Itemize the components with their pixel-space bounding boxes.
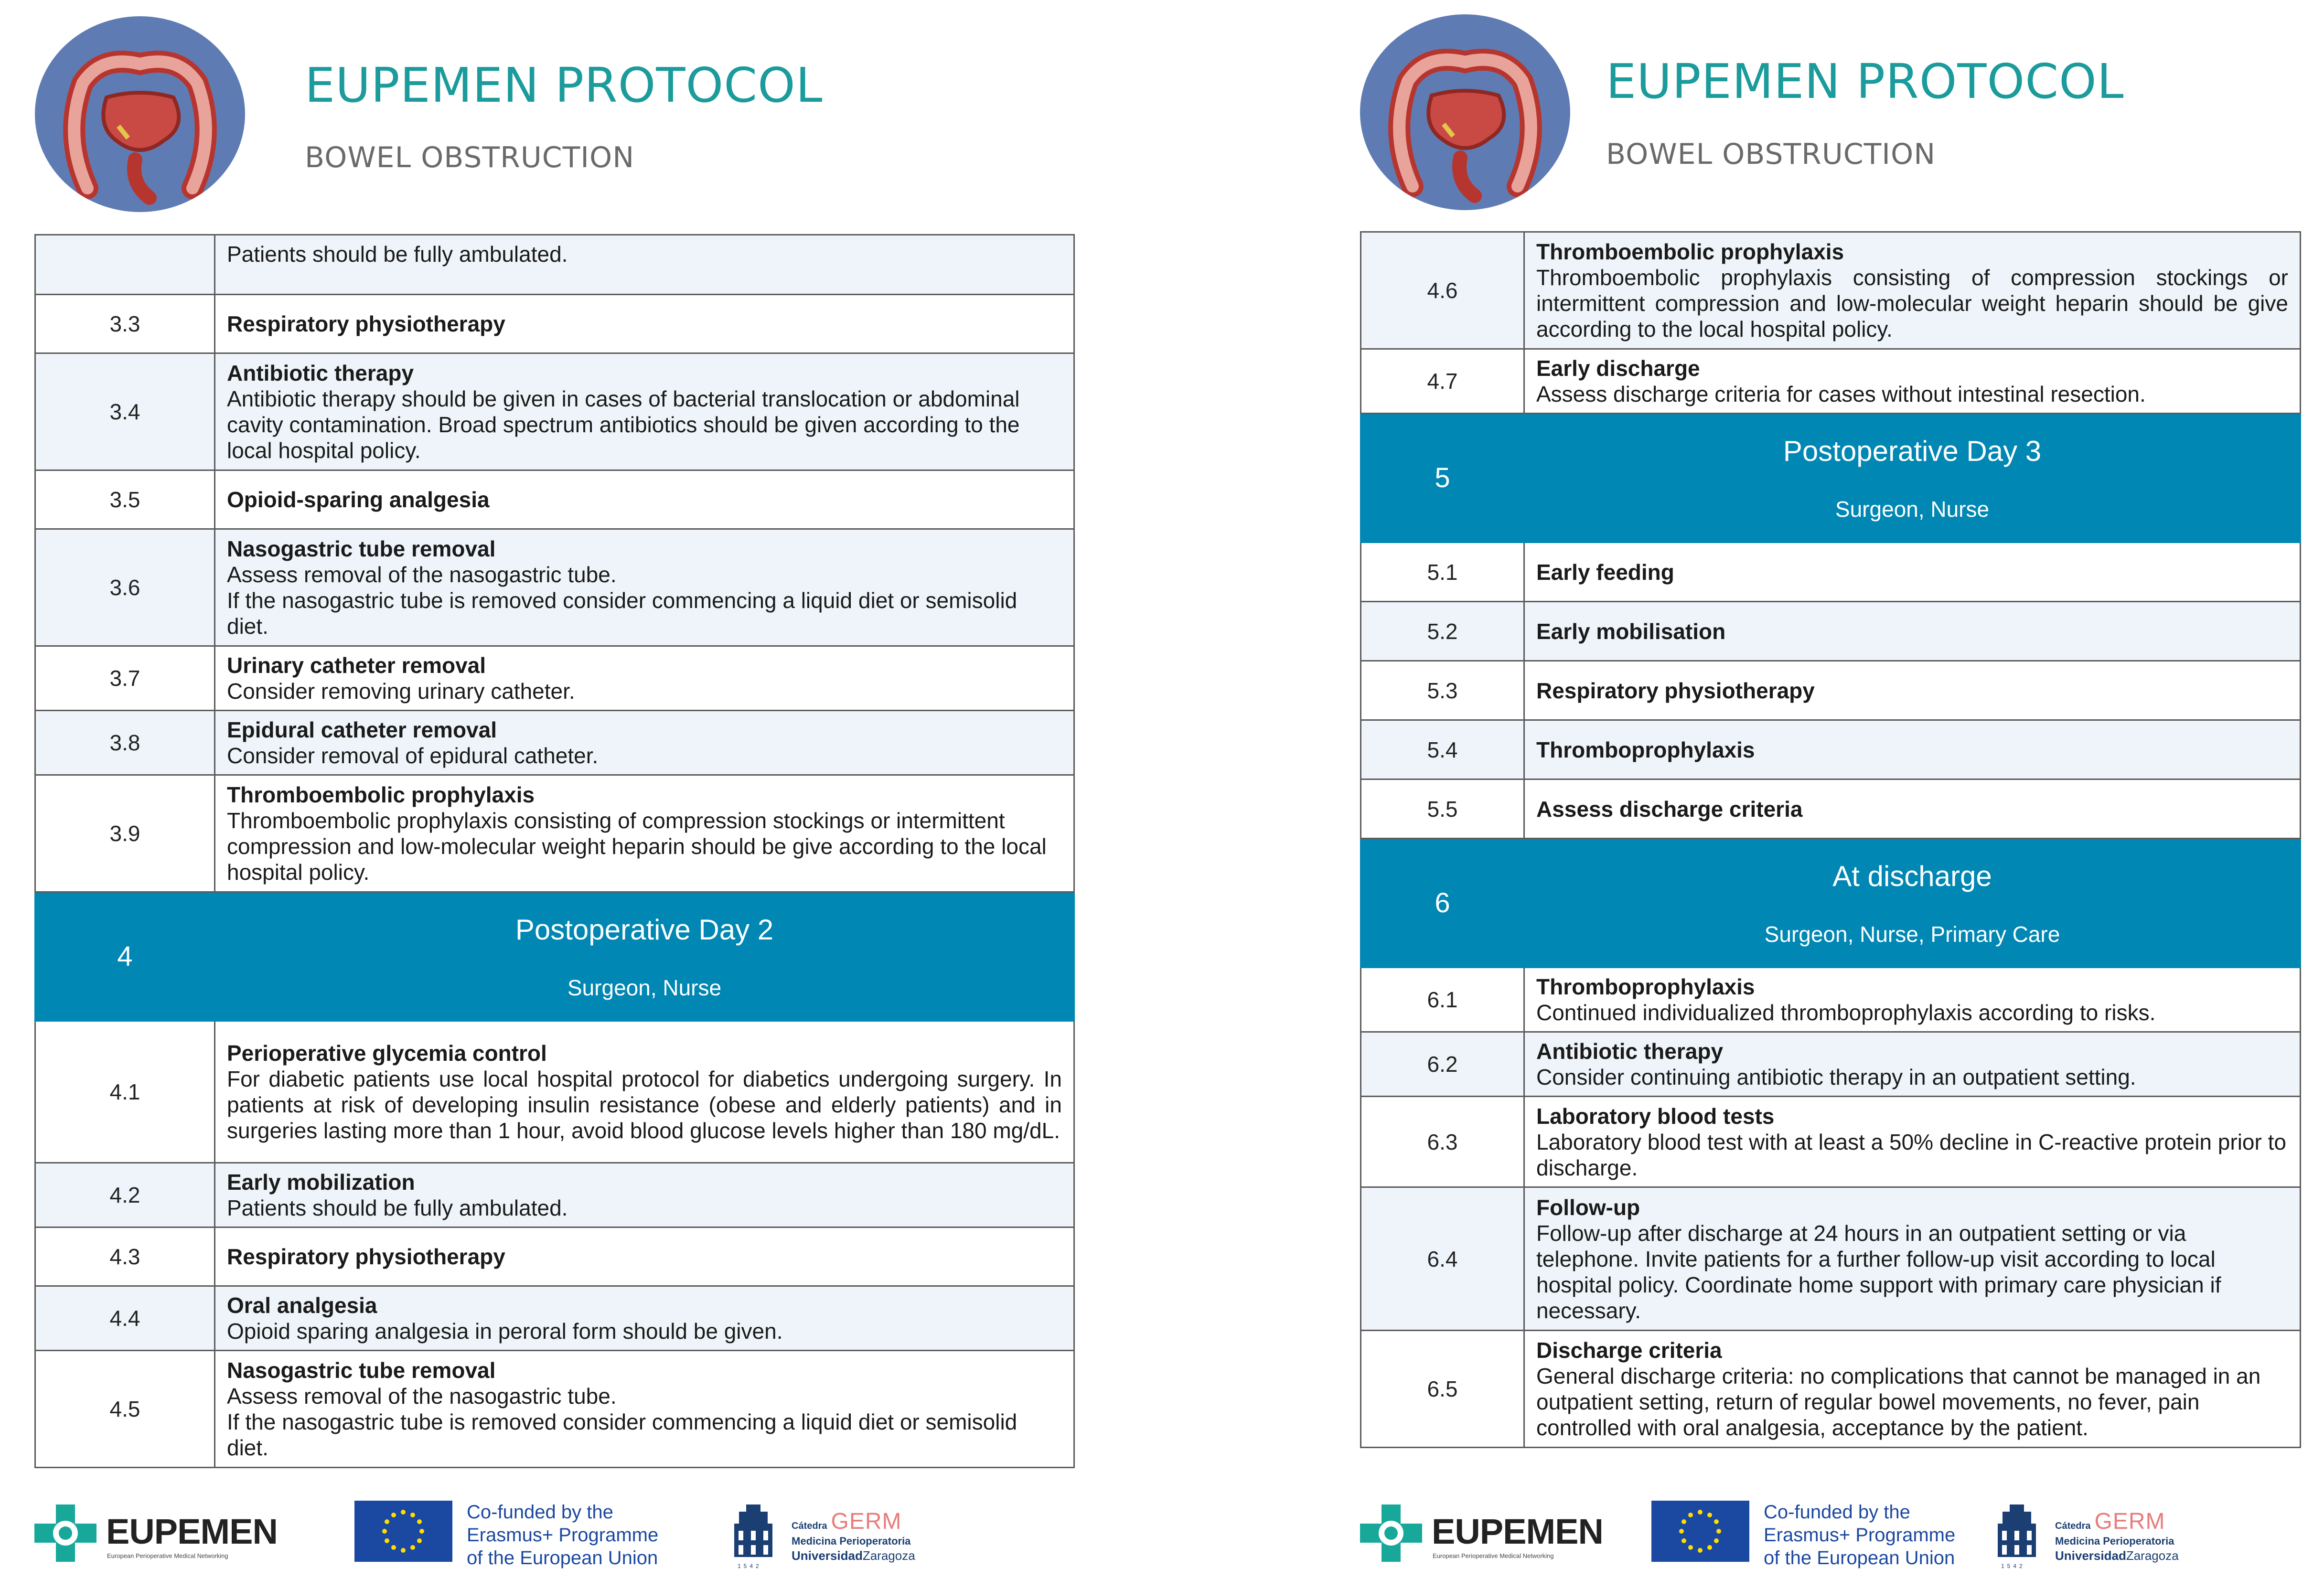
table-row xyxy=(35,1286,1074,1351)
row-number: 3.3 xyxy=(35,295,215,353)
row-title: Perioperative glycemia control xyxy=(227,1041,547,1066)
table-row xyxy=(35,1351,1074,1468)
row-number: 4.3 xyxy=(35,1227,215,1286)
row-number xyxy=(35,235,215,295)
row-body: Thromboembolic prophylaxis consisting of compression stockings or intermittent compression and low-molecular weight heparin should be give according to the local hospital policy. xyxy=(227,808,1047,885)
eupemen-mark-icon xyxy=(34,1504,96,1562)
section-title: Postoperative Day 3 xyxy=(1783,435,2042,467)
row-title: Oral analgesia xyxy=(227,1293,377,1318)
row-number: 4.1 xyxy=(35,1021,215,1163)
table-row xyxy=(35,470,1074,529)
table-row xyxy=(1361,1331,2301,1448)
eu-text-line3: of the European Union xyxy=(467,1547,658,1568)
row-body: Assess discharge criteria for cases without intestinal resection. xyxy=(1536,382,2146,406)
university-building-icon xyxy=(732,1504,775,1562)
eupemen-tagline: European Perioperative Medical Networking xyxy=(1433,1552,1554,1559)
table-row xyxy=(35,775,1074,892)
eu-text-line2: Erasmus+ Programme xyxy=(1764,1525,1956,1546)
row-number: 5.3 xyxy=(1361,661,1524,720)
table-row xyxy=(35,235,1074,295)
row-body: Patients should be fully ambulated. xyxy=(227,1195,568,1220)
unizar-germ-logo xyxy=(732,1504,980,1571)
row-body: Patients should be fully ambulated. xyxy=(227,242,568,267)
section-number: 5 xyxy=(1361,414,1524,543)
row-title: Opioid-sparing analgesia xyxy=(227,487,490,512)
row-number: 6.4 xyxy=(1361,1187,1524,1331)
row-body: Thromboembolic prophylaxis consisting of compression stockings or intermittent compression and low-molecular weight heparin should be give according to the local hospital policy. xyxy=(1536,265,2288,341)
table-row xyxy=(35,1163,1074,1227)
table-row xyxy=(35,295,1074,353)
table-row xyxy=(1361,720,2301,779)
row-number: 3.8 xyxy=(35,711,215,775)
row-title: Thromboembolic prophylaxis xyxy=(1536,239,1844,264)
row-title: Respiratory physiotherapy xyxy=(227,311,505,336)
universidad-label: Universidad xyxy=(2055,1548,2126,1563)
row-body: Antibiotic therapy should be given in cases of bacterial translocation or abdominal cavity contamination. Broad spectrum antibiotics should be given according to the local hospital policy. xyxy=(227,386,1020,463)
row-body: Laboratory blood test with at least a 50% decline in C-reactive protein prior to discharge. xyxy=(1536,1129,2286,1180)
row-body: If the nasogastric tube is removed consider commencing a liquid diet or semisolid diet. xyxy=(227,588,1017,639)
table-row xyxy=(1361,1097,2301,1187)
row-number: 6.5 xyxy=(1361,1331,1524,1448)
page-right xyxy=(1162,0,2324,1579)
table-row xyxy=(1361,1187,2301,1331)
eu-flag-icon xyxy=(1651,1501,1749,1562)
row-title: Epidural catheter removal xyxy=(227,717,497,742)
section-roles: Surgeon, Nurse xyxy=(1835,496,1990,522)
eu-flag-icon xyxy=(354,1501,452,1562)
section-title: Postoperative Day 2 xyxy=(515,913,774,946)
row-title: Thromboprophylaxis xyxy=(1536,737,1755,762)
row-body: Follow-up after discharge at 24 hours in an outpatient setting or via telephone. Invite patients for a further follow-up visit according to local hospital policy. Coordinate home support with primary care physician if necessary. xyxy=(1536,1220,2221,1323)
eu-cofunded-logo xyxy=(354,1501,679,1568)
row-body: Continued individualized thromboprophylaxis according to risks. xyxy=(1536,1000,2156,1025)
section-header xyxy=(1361,839,2301,968)
protocol-table-left xyxy=(34,234,1075,1468)
medicina-label: Medicina Perioperatoria xyxy=(792,1535,911,1547)
catedra-label: Cátedra xyxy=(2055,1521,2091,1531)
university-year: 1542 xyxy=(738,1563,762,1569)
row-title: Respiratory physiotherapy xyxy=(227,1244,505,1269)
eupemen-tagline: European Perioperative Medical Networking xyxy=(107,1552,228,1559)
row-number: 5.2 xyxy=(1361,602,1524,661)
table-row xyxy=(35,711,1074,775)
row-number: 5.5 xyxy=(1361,779,1524,839)
medicina-label: Medicina Perioperatoria xyxy=(2055,1535,2174,1547)
row-body: Opioid sparing analgesia in peroral form should be given. xyxy=(227,1319,783,1344)
table-row xyxy=(1361,661,2301,720)
row-body: Assess removal of the nasogastric tube. xyxy=(227,1384,617,1408)
row-body: If the nasogastric tube is removed consider commencing a liquid diet or semisolid diet. xyxy=(227,1409,1017,1460)
row-title: Early feeding xyxy=(1536,559,1674,585)
catedra-label: Cátedra xyxy=(792,1521,827,1531)
row-title: Assess discharge criteria xyxy=(1536,796,1803,822)
row-title: Urinary catheter removal xyxy=(227,653,486,678)
university-building-icon xyxy=(1995,1504,2038,1562)
eu-text-line1: Co-funded by the xyxy=(1764,1502,1910,1523)
row-number: 4.7 xyxy=(1361,349,1524,414)
row-body: Consider removing urinary catheter. xyxy=(227,679,575,704)
row-body: For diabetic patients use local hospital protocol for diabetics undergoing surgery. In patients at risk of developing insulin resistance (obese and elderly patients) and in surgeries lasting more than 1 hour, avoid blood glucose levels higher than 180 mg/dL. xyxy=(227,1067,1062,1143)
protocol-table-right xyxy=(1360,231,2301,1448)
row-title: Respiratory physiotherapy xyxy=(1536,678,1815,703)
row-title: Early discharge xyxy=(1536,356,1700,381)
table-row xyxy=(1361,232,2301,349)
germ-label: GERM xyxy=(831,1509,902,1534)
row-title: Nasogastric tube removal xyxy=(227,536,496,561)
row-number: 4.5 xyxy=(35,1351,215,1468)
row-number: 3.7 xyxy=(35,646,215,711)
table-row xyxy=(35,529,1074,646)
row-title: Follow-up xyxy=(1536,1195,1640,1220)
eu-text-line3: of the European Union xyxy=(1764,1547,1955,1568)
table-row xyxy=(1361,602,2301,661)
table-row xyxy=(1361,779,2301,839)
row-number: 3.4 xyxy=(35,353,215,470)
section-number: 4 xyxy=(35,892,215,1021)
page-subtitle: BOWEL OBSTRUCTION xyxy=(1606,138,1936,171)
section-number: 6 xyxy=(1361,839,1524,968)
row-number: 6.1 xyxy=(1361,968,1524,1032)
page-title: EUPEMEN PROTOCOL xyxy=(1606,53,2124,109)
table-row xyxy=(35,353,1074,470)
row-body: Assess removal of the nasogastric tube. xyxy=(227,562,617,587)
bowel-logo-icon xyxy=(1360,14,1570,210)
eupemen-mark-icon xyxy=(1360,1504,1422,1562)
row-title: Thromboprophylaxis xyxy=(1536,974,1755,999)
germ-label: GERM xyxy=(2094,1509,2165,1534)
eupemen-logo xyxy=(34,1504,278,1567)
zaragoza-label: Zaragoza xyxy=(862,1548,915,1563)
row-body: Consider removal of epidural catheter. xyxy=(227,743,599,768)
row-number: 4.4 xyxy=(35,1286,215,1351)
university-year: 1542 xyxy=(2001,1563,2025,1569)
section-header xyxy=(35,892,1074,1021)
page-title: EUPEMEN PROTOCOL xyxy=(305,57,823,113)
section-roles: Surgeon, Nurse, Primary Care xyxy=(1764,921,2060,947)
row-title: Laboratory blood tests xyxy=(1536,1103,1775,1129)
eupemen-logo xyxy=(1360,1504,1603,1567)
row-number: 4.6 xyxy=(1361,232,1524,349)
eu-text-line1: Co-funded by the xyxy=(467,1502,613,1523)
section-roles: Surgeon, Nurse xyxy=(567,975,722,1000)
row-title: Early mobilization xyxy=(227,1170,415,1195)
row-title: Antibiotic therapy xyxy=(1536,1039,1724,1064)
row-title: Antibiotic therapy xyxy=(227,361,414,385)
table-row xyxy=(1361,968,2301,1032)
eupemen-name: EUPEMEN xyxy=(1432,1512,1603,1551)
row-title: Thromboembolic prophylaxis xyxy=(227,782,535,807)
bowel-logo-icon xyxy=(35,16,245,212)
row-number: 3.5 xyxy=(35,470,215,529)
zaragoza-label: Zaragoza xyxy=(2126,1548,2179,1563)
row-title: Discharge criteria xyxy=(1536,1338,1722,1363)
table-row xyxy=(35,646,1074,711)
row-number: 3.6 xyxy=(35,529,215,646)
row-body: General discharge criteria: no complications that cannot be managed in an outpatient setting, return of regular bowel movements, no fever, pain controlled with oral analgesia, acceptance by the patient. xyxy=(1536,1364,2261,1440)
row-body: Consider continuing antibiotic therapy in an outpatient setting. xyxy=(1536,1065,2136,1089)
row-number: 5.4 xyxy=(1361,720,1524,779)
row-number: 5.1 xyxy=(1361,543,1524,602)
unizar-germ-logo xyxy=(1995,1504,2244,1571)
row-number: 4.2 xyxy=(35,1163,215,1227)
eupemen-name: EUPEMEN xyxy=(106,1512,278,1551)
page-subtitle: BOWEL OBSTRUCTION xyxy=(305,141,635,174)
row-number: 6.3 xyxy=(1361,1097,1524,1187)
section-title: At discharge xyxy=(1832,860,1992,892)
table-row xyxy=(35,1227,1074,1286)
universidad-label: Universidad xyxy=(792,1548,863,1563)
table-row xyxy=(35,1021,1074,1163)
eu-cofunded-logo xyxy=(1651,1501,1976,1568)
section-header xyxy=(1361,414,2301,543)
table-row xyxy=(1361,349,2301,414)
table-row xyxy=(1361,543,2301,602)
table-row xyxy=(1361,1032,2301,1097)
eu-text-line2: Erasmus+ Programme xyxy=(467,1525,659,1546)
row-title: Early mobilisation xyxy=(1536,619,1726,644)
row-number: 3.9 xyxy=(35,775,215,892)
row-number: 6.2 xyxy=(1361,1032,1524,1097)
row-title: Nasogastric tube removal xyxy=(227,1358,496,1383)
